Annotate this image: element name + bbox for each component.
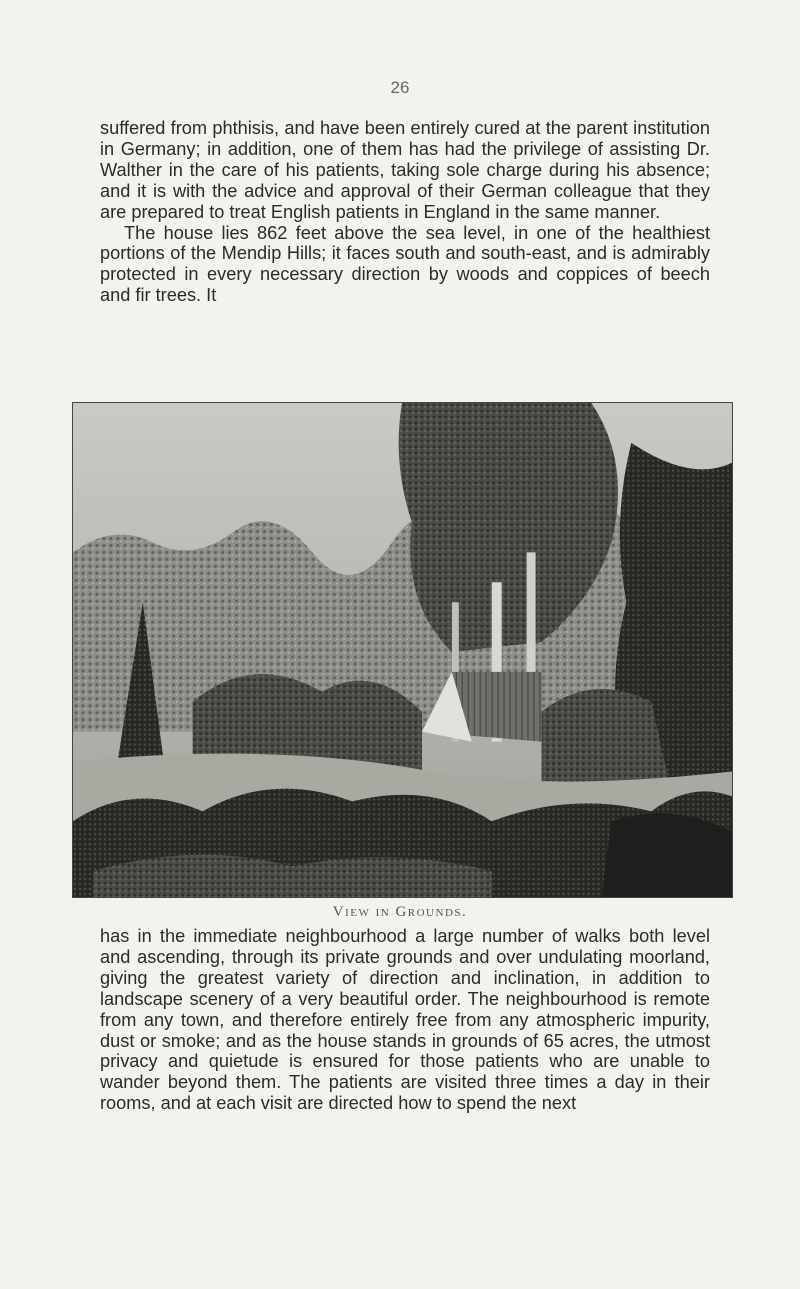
paragraph: suffered from phthisis, and have been entirely cured at the parent institution in Germany; in addition, one of them has had the privilege of assisting Dr. Walther in the care of his patients, taking sole charge during his absence; and it is with the advice and approval of their German colleague that they are prepared to treat English patients in England in the same manner.: [100, 118, 710, 222]
paragraph: has in the immediate neighbourhood a large number of walks both level and ascending, through its private grounds and over undulating moorland, giving the greatest variety of direction and inclination, in addition to landscape scenery of a very beautiful order. The neighbourhood is remote from any town, and therefore entirely free from any atmospheric impurity, dust or smoke; and as the house stands in grounds of 65 acres, the utmost privacy and quietude is ensured for those patients who are unable to wander beyond them. The patients are visited three times a day in their rooms, and at each visit are directed how to spend the next: [100, 926, 710, 1114]
text-above-figure: [100, 118, 710, 306]
figure-caption: View in Grounds.: [332, 904, 468, 920]
text-below-figure: [100, 926, 710, 1114]
paragraph: The house lies 862 feet above the sea level, in one of the healthiest portions of the Mendip Hills; it faces south and south-east, and is admirably protected in every necessary direction by woods and coppices of beech and fir trees. It: [100, 222, 710, 306]
photograph-view-in-grounds: [72, 402, 733, 898]
page-number: 26: [390, 78, 410, 97]
garden-photo-illustration: [73, 403, 732, 897]
